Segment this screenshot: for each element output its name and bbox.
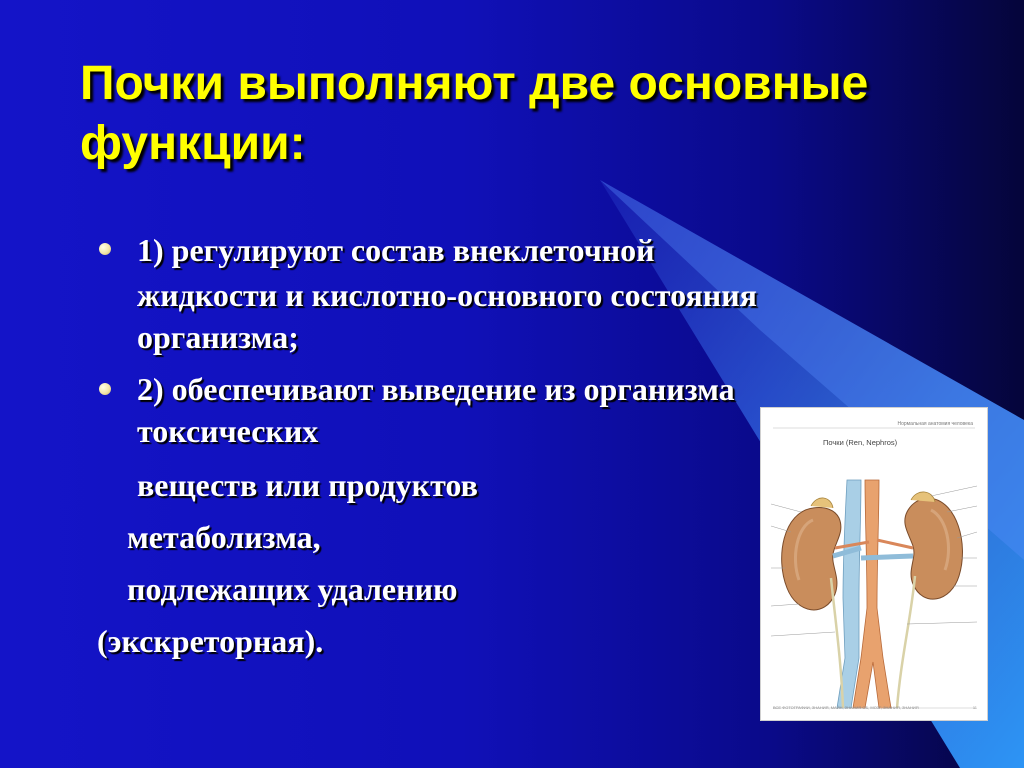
- bullet-2-line-2: токсических: [137, 413, 319, 449]
- kidney-anatomy-image: [761, 408, 987, 720]
- bullet-2-line-3: веществ или продуктов: [137, 467, 478, 503]
- bullet-1-line-2: жидкости и кислотно-основного состояния: [137, 277, 757, 313]
- bullet-dot-2: [99, 383, 111, 395]
- bullet-2-line-1: 2) обеспечивают выведение из организма: [137, 371, 735, 407]
- title-line-2: функции:: [80, 117, 306, 170]
- bullet-2-line-4: метаболизма,: [127, 519, 321, 555]
- figure-page-number: 11: [972, 705, 977, 710]
- bullet-1-line-3: организма;: [137, 319, 299, 355]
- bullet-dot-1: [99, 243, 111, 255]
- figure-header: Нормальная анатомия человека: [897, 421, 973, 427]
- kidney-illustration: [761, 408, 987, 720]
- bullet-2-line-5: подлежащих удалению: [127, 571, 458, 607]
- bullet-2-line-6: (экскреторная).: [97, 623, 324, 659]
- slide-title: [80, 54, 1020, 174]
- title-line-1: Почки выполняют две основные: [80, 57, 869, 110]
- figure-title: Почки (Ren, Nephros): [823, 438, 898, 447]
- bullet-1-line-1: 1) регулируют состав внеклеточной: [137, 232, 655, 268]
- figure-footer: ВСЕ ФОТОГРАФИИ, ЗНАНИЯ, МАЙН, ЗНАНИЯ ОБ, МОЗГ, ЗНАНИЯ, ЗНАНИЯ: [773, 705, 919, 710]
